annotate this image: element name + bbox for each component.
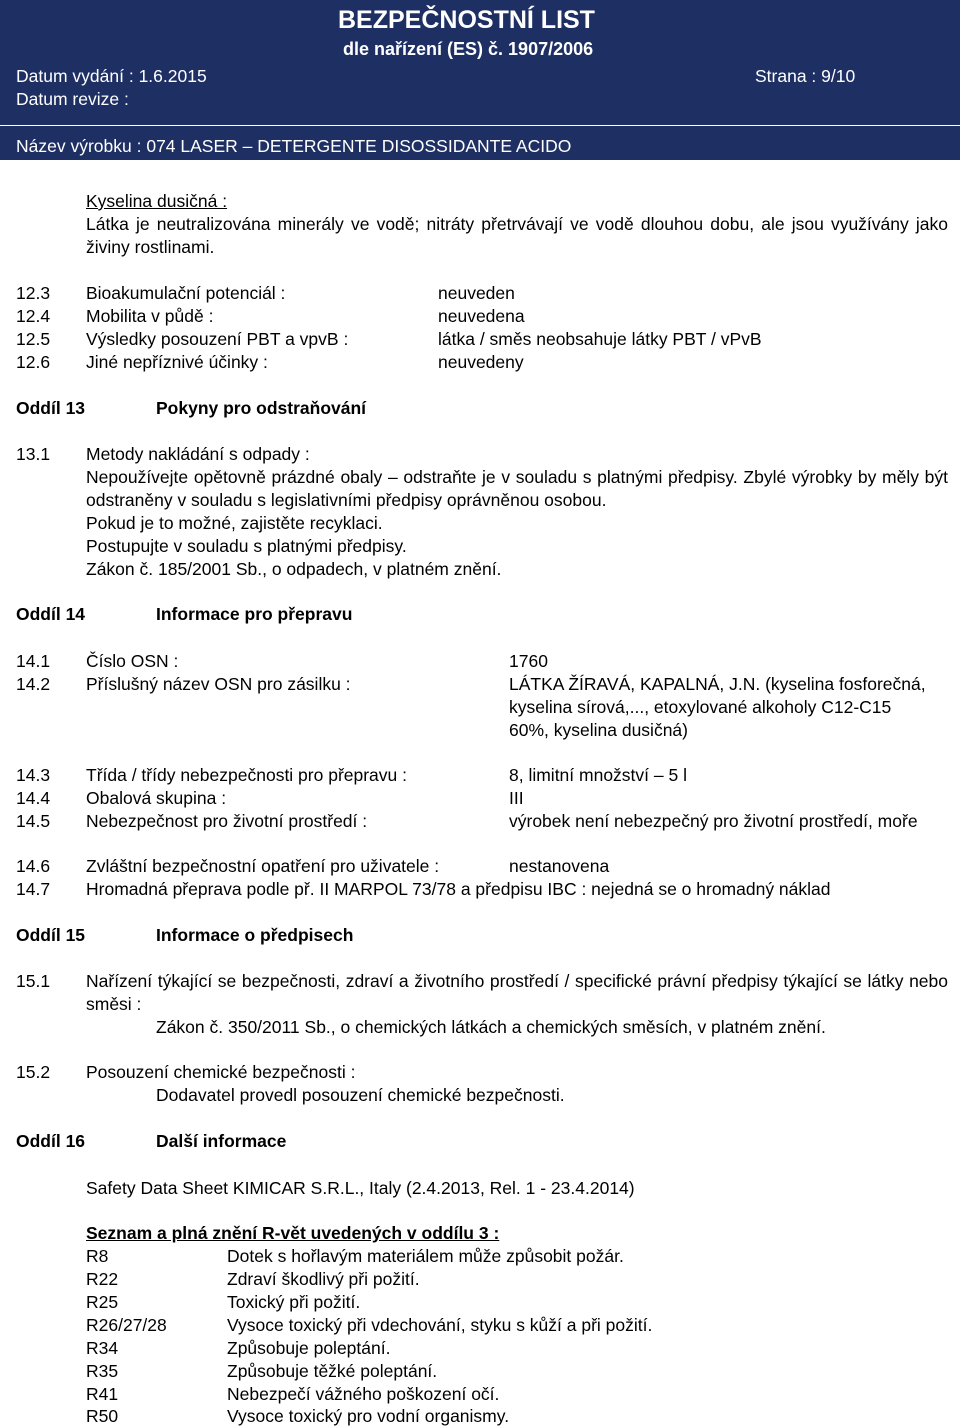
waste-disposal-text: Nepoužívejte opětovně prázdné obaly – odstraňte je v souladu s platnými předpisy. Zbylé výrobky by měly být odstraněny v souladu s legislativními předpisy oprávněnou osobou. xyxy=(86,467,948,510)
row-num: 12.3 xyxy=(16,283,51,303)
r-phrase-code: R26/27/28 xyxy=(86,1315,167,1335)
row-num: 12.5 xyxy=(16,329,51,349)
row-num: 14.1 xyxy=(16,651,51,671)
row-value: výrobek není nebezpečný pro životní prostředí, moře xyxy=(509,811,918,831)
section-13-number: Oddíl 13 xyxy=(16,398,86,418)
r-phrase-text: Zdraví škodlivý při požití. xyxy=(227,1269,420,1289)
revision-date: Datum revize : xyxy=(16,89,129,109)
row-label: Číslo OSN : xyxy=(86,651,179,671)
row-num: 12.6 xyxy=(16,352,51,372)
source-reference: Safety Data Sheet KIMICAR S.R.L., Italy (2.4.2013, Rel. 1 - 23.4.2014) xyxy=(86,1178,635,1198)
row-num: 14.7 xyxy=(16,879,51,899)
section-13-title: Pokyny pro odstraňování xyxy=(156,398,367,418)
r-phrase-code: R34 xyxy=(86,1338,119,1358)
chemical-law-note: Zákon č. 350/2011 Sb., o chemických látkách a chemických směsích, v platném znění. xyxy=(156,1017,826,1037)
r-phrase-code: R8 xyxy=(86,1246,109,1266)
row-num: 15.2 xyxy=(16,1062,51,1082)
page-number: Strana : 9/10 xyxy=(755,66,856,86)
row-label: Zvláštní bezpečnostní opatření pro uživatele : xyxy=(86,856,440,876)
row-num: 14.5 xyxy=(16,811,51,831)
row-label: Výsledky posouzení PBT a vpvB : xyxy=(86,329,349,349)
row-num: 14.2 xyxy=(16,674,51,694)
section-15-title: Informace o předpisech xyxy=(156,925,354,945)
row-label: Příslušný název OSN pro zásilku : xyxy=(86,674,351,694)
row-value: LÁTKA ŽÍRAVÁ, KAPALNÁ, J.N. (kyselina fosforečná, kyselina sírová,..., etoxylované alkoholy C12-C15 60%, kyselina dusičná) xyxy=(509,674,926,740)
row-value: III xyxy=(509,788,524,808)
row-num: 14.6 xyxy=(16,856,51,876)
row-label: Nebezpečnost pro životní prostředí : xyxy=(86,811,368,831)
section-16-title: Další informace xyxy=(156,1131,287,1151)
row-num: 14.4 xyxy=(16,788,51,808)
recycling-note: Pokud je to možné, zajistěte recyklaci. xyxy=(86,513,383,533)
section-14-number: Oddíl 14 xyxy=(16,604,86,624)
row-value: 8, limitní množství – 5 l xyxy=(509,765,687,785)
document-title: BEZPEČNOSTNÍ LIST xyxy=(338,6,595,34)
bulk-transport-text: Hromadná přeprava podle př. II MARPOL 73/78 a předpisu IBC : nejedná se o hromadný náklad xyxy=(86,879,831,899)
row-label: Bioakumulační potenciál : xyxy=(86,283,286,303)
r-phrase-code: R50 xyxy=(86,1406,119,1426)
row-value: nestanovena xyxy=(509,856,610,876)
r-phrase-text: Dotek s hořlavým materiálem může způsobit požár. xyxy=(227,1246,624,1266)
regulations-text: Nařízení týkající se bezpečnosti, zdraví a životního prostředí / specifické právní předpisy týkající se látky nebo směsi : xyxy=(86,971,948,1014)
row-label: Obalová skupina : xyxy=(86,788,227,808)
r-phrase-code: R35 xyxy=(86,1361,119,1381)
section-16-number: Oddíl 16 xyxy=(16,1131,86,1151)
regulations-note: Postupujte v souladu s platnými předpisy. xyxy=(86,536,407,556)
row-label: Mobilita v půdě : xyxy=(86,306,214,326)
row-num: 12.4 xyxy=(16,306,51,326)
r-phrase-code: R22 xyxy=(86,1269,119,1289)
row-label: Jiné nepříznivé účinky : xyxy=(86,352,268,372)
row-value: 1760 xyxy=(509,651,548,671)
row-num: 15.1 xyxy=(16,971,51,991)
row-label: Posouzení chemické bezpečnosti : xyxy=(86,1062,356,1082)
r-phrase-text: Vysoce toxický při vdechování, styku s kůží a při požití. xyxy=(227,1315,653,1335)
regulation-subtitle: dle nařízení (ES) č. 1907/2006 xyxy=(343,39,594,59)
safety-assessment-note: Dodavatel provedl posouzení chemické bezpečnosti. xyxy=(156,1085,565,1105)
nitric-acid-heading: Kyselina dusičná : xyxy=(86,191,228,211)
r-phrase-text: Nebezpečí vážného poškození očí. xyxy=(227,1384,500,1404)
r-phrase-text: Způsobuje poleptání. xyxy=(227,1338,391,1358)
issue-date: Datum vydání : 1.6.2015 xyxy=(16,66,207,86)
row-value: neuveden xyxy=(438,283,515,303)
r-phrases-heading: Seznam a plná znění R-vět uvedených v oddílu 3 : xyxy=(86,1223,500,1243)
waste-law-note: Zákon č. 185/2001 Sb., o odpadech, v platném znění. xyxy=(86,559,502,579)
r-phrase-code: R25 xyxy=(86,1292,119,1312)
r-phrase-code: R41 xyxy=(86,1384,119,1404)
header-divider xyxy=(0,125,960,126)
row-value: neuvedeny xyxy=(438,352,524,372)
row-value: neuvedena xyxy=(438,306,525,326)
r-phrase-text: Způsobuje těžké poleptání. xyxy=(227,1361,438,1381)
product-name: Název výrobku : 074 LASER – DETERGENTE DISOSSIDANTE ACIDO xyxy=(16,136,572,156)
nitric-acid-text: Látka je neutralizována minerály ve vodě; nitráty přetrvávají ve vodě dlouhou dobu, ale jsou využívány jako živiny rostlinami. xyxy=(86,214,948,257)
row-label: Třída / třídy nebezpečnosti pro přepravu : xyxy=(86,765,407,785)
r-phrase-text: Toxický při požití. xyxy=(227,1292,361,1312)
row-label: Metody nakládání s odpady : xyxy=(86,444,310,464)
row-value: látka / směs neobsahuje látky PBT / vPvB xyxy=(438,329,762,349)
section-15-number: Oddíl 15 xyxy=(16,925,86,945)
section-14-title: Informace pro přepravu xyxy=(156,604,353,624)
row-num: 13.1 xyxy=(16,444,51,464)
r-phrase-text: Vysoce toxický pro vodní organismy. xyxy=(227,1406,510,1426)
row-num: 14.3 xyxy=(16,765,51,785)
